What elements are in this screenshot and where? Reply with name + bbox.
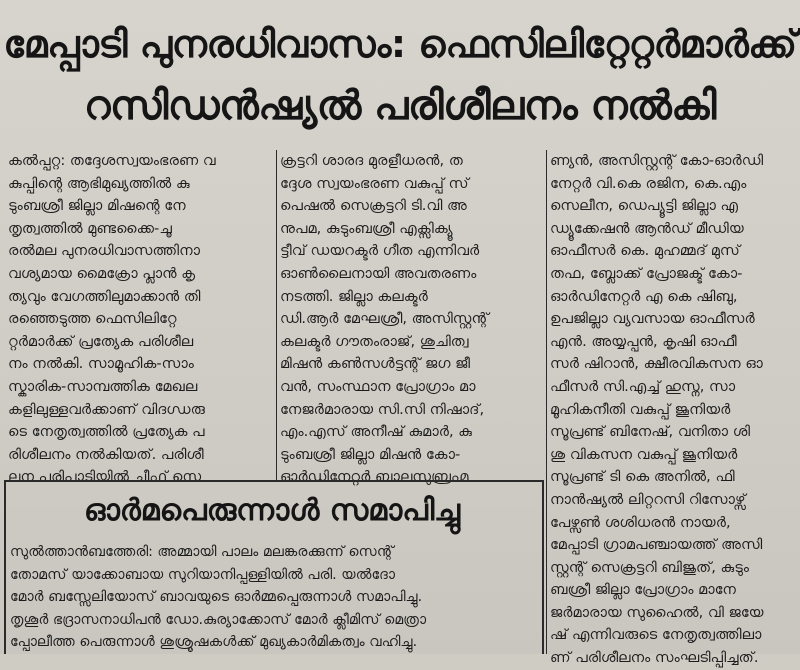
text-line: സ്കാരിക-സാമ്പത്തിക മേഖല bbox=[8, 377, 198, 395]
text-line: ഡ്യൂക്കേഷൻ ആൻഡ് മീഡിയ bbox=[550, 219, 744, 237]
text-line: നേറ്റർ വി.കെ രജിന, കെ.എം bbox=[550, 174, 747, 192]
text-line: നാൻഷ്യൽ ലിറ്ററസി റിസോഴ്സ് bbox=[550, 490, 746, 508]
text-line: ഡി.ആർ മേഘശ്രീ, അസിസ്റ്റന്റ് bbox=[280, 310, 489, 328]
text-line: കൽപ്പറ്റ: തദ്ദേശസ്വയംഭരണ വ bbox=[8, 152, 216, 169]
headline bbox=[0, 0, 800, 150]
text-line: സൂപ്രണ്ട് ബിനേഷ്, വനിതാ ശി bbox=[550, 423, 751, 441]
text-line: സ്റ്റന്റ് സെക്രട്ടറി ബിജുത്, കുടും bbox=[550, 558, 749, 576]
text-line: സുൽത്താൻബത്തേരി: അമ്മായി പാലം മലങ്കരക്കുന്ന് സെന്റ് bbox=[10, 544, 394, 560]
text-line: ജർമാരായ സുഹൈൽ, വി ജയേ bbox=[550, 603, 764, 621]
text-line: സർ ഷിറാൻ, ക്ഷീരവികസന ഓ bbox=[550, 355, 763, 373]
news-brief-body bbox=[10, 541, 540, 654]
text-line: കുപ്പിന്റെ ആഭിമുഖ്യത്തിൽ കു bbox=[8, 174, 190, 192]
text-line: രൽമല പുനരധിവാസത്തിനാ bbox=[8, 242, 201, 260]
news-brief-title: ഓർമപെരുന്നാൾ സമാപിച്ചു bbox=[83, 493, 461, 528]
text-line: മേപ്പാടി ഗ്രാമപഞ്ചായത്ത് അസി bbox=[550, 536, 763, 554]
text-line: നേജർമാരായ സി.സി നിഷാദ്, bbox=[280, 400, 485, 418]
text-line: ടുംബശ്രീ ജില്ലാ മിഷൻ കോ- bbox=[280, 445, 461, 463]
text-line: സൂപ്രണ്ട് ടി കെ അനിൽ, ഫി bbox=[550, 468, 735, 486]
text-line: ഫീസർ സി.എച്ച് ഹുസ്ന, സാ bbox=[550, 377, 736, 395]
text-line: തൃശൂർ ഭദ്രാസനാധിപൻ ഡോ.കുര്യാക്കോസ് മോർ ക്ലീമിസ് മെത്രാ bbox=[10, 611, 427, 628]
text-line: പെഷൽ സെക്രട്ടറി ടി.വി അ bbox=[280, 197, 467, 215]
text-line: കളിലുള്ളവർക്കാണ് വിദഗ്ധരു bbox=[8, 400, 206, 418]
text-line: ടെ നേതൃത്വത്തിൽ പ്രത്യേക പ bbox=[8, 423, 205, 441]
text-line: ശു വികസന വകുപ്പ് ജൂനിയർ bbox=[550, 445, 738, 463]
text-line: ബശ്രീ ജില്ലാ പ്രോഗ്രാം മാനേ bbox=[550, 581, 736, 599]
text-line: മൂഹികനീതി വകുപ്പ് ജൂനിയർ bbox=[550, 400, 731, 418]
headline-line-1: മേപ്പാടി പുനരധിവാസം: ഫെസിലിറ്റേറ്റർമാർക്ക് bbox=[3, 22, 797, 66]
article-column-1 bbox=[8, 150, 276, 489]
text-line: ഷ് എന്നിവരുടെ നേതൃത്വത്തിലാ bbox=[550, 626, 762, 644]
text-line: തൃത്വത്തിൽ മുണ്ടക്കൈ-ചൂ bbox=[8, 219, 172, 237]
article-column-2 bbox=[280, 150, 542, 489]
text-line: മോർ ബസ്സേലിയോസ് ബാവയുടെ ഓർമ്മപ്പെരുന്നാൾ സമാപിച്ചു. bbox=[10, 589, 423, 606]
text-line: ഉപജില്ലാ വ്യവസായ ഓഫീസർ bbox=[550, 310, 755, 328]
text-line: എൻ. അയ്യപ്പൻ, കൃഷി ഓഫീ bbox=[550, 332, 737, 350]
text-line: സെലീന, ഡെപ്യൂട്ടി ജില്ലാ എ bbox=[550, 197, 739, 215]
text-line: ഓർഡിനേറ്റർ ബാലസുബ്രഹ്മ bbox=[280, 468, 469, 486]
text-line: എം.എസ് അനീഷ് കുമാർ, കു bbox=[280, 423, 472, 441]
text-line: വശ്യമായ മൈക്രോ പ്ലാൻ കൃ bbox=[8, 264, 196, 282]
text-line: രിശീലനം നൽകിയത്. പരിശീ bbox=[8, 445, 204, 463]
text-line: ദ്ദേശ സ്വയംഭരണ വകുപ്പ് സ് bbox=[280, 174, 469, 192]
text-line: കലക്ടർ ഗൗതംരാജ്, ശുചിത്വ bbox=[280, 332, 469, 350]
text-line: ഓർഡിനേറ്റർ എ കെ ഷിബു, bbox=[550, 287, 738, 305]
text-line: തോമസ് യാക്കോബായ സുറിയാനിപ്പള്ളിയിൽ പരി. യൽദോ bbox=[10, 566, 396, 583]
column-divider bbox=[276, 150, 277, 480]
text-line: ണ് പരിശീലനം സംഘടിപ്പിച്ചത്. bbox=[550, 649, 759, 667]
text-line: വൻ, സംസ്ഥാന പ്രോഗ്രാം മാ bbox=[280, 377, 476, 395]
text-line: പ്പോലീത്ത പെരുന്നാൾ ശുശ്രൂഷകൾക്ക് മുഖ്യകാർമികത്വം വഹിച്ചു. bbox=[10, 634, 418, 651]
text-line: നുപമ, കുടുംബശ്രീ എക്സിക്യൂ bbox=[280, 219, 453, 237]
headline-line-2: റസിഡൻഷ്യൽ പരിശീലനം നൽകി bbox=[84, 83, 716, 129]
text-line: ലന പരിപാടിയിൽ ചീഫ് സെ bbox=[8, 468, 202, 486]
text-line: മിഷൻ കൺസൾട്ടന്റ് ജഗ ജീ bbox=[280, 355, 471, 373]
text-line: തഫ, ബ്ലോക്ക് പ്രോജക്ട് കോ- bbox=[550, 264, 743, 282]
text-line: ഓൺലൈനായി അവതരണം bbox=[280, 264, 477, 282]
text-line: ത്യവും വേഗത്തിലുമാക്കാൻ തി bbox=[8, 287, 201, 305]
text-line: ട്ടീവ് ഡയറക്ടർ ഗീത എന്നിവർ bbox=[280, 242, 480, 260]
column-divider bbox=[546, 150, 547, 654]
text-line: ഓഫീസർ കെ. മുഹമ്മദ് മുസ് bbox=[550, 242, 740, 260]
text-line: ണ്യൻ, അസിസ്റ്റന്റ് കോ-ഓർഡി bbox=[550, 152, 764, 169]
text-line: നം നൽകി. സാമൂഹിക-സാം bbox=[8, 355, 194, 373]
article-column-3 bbox=[550, 150, 796, 670]
text-line: ക്രട്ടറി ശാരദ മുരളീധരൻ, ത bbox=[280, 152, 463, 169]
text-line: രഞ്ഞെടുത്ത ഫെസിലിറ്റേ bbox=[8, 310, 177, 328]
text-line: റ്റർമാർക്ക് പ്രത്യേക പരിശീല bbox=[8, 332, 194, 350]
text-line: ടുംബശ്രീ ജില്ലാ മിഷന്റെ നേ bbox=[8, 197, 186, 215]
text-line: നടത്തി. ജില്ലാ കലക്ടർ bbox=[280, 287, 428, 305]
text-line: പേഴ്സൺ ശശിധരൻ നായർ, bbox=[550, 513, 731, 531]
